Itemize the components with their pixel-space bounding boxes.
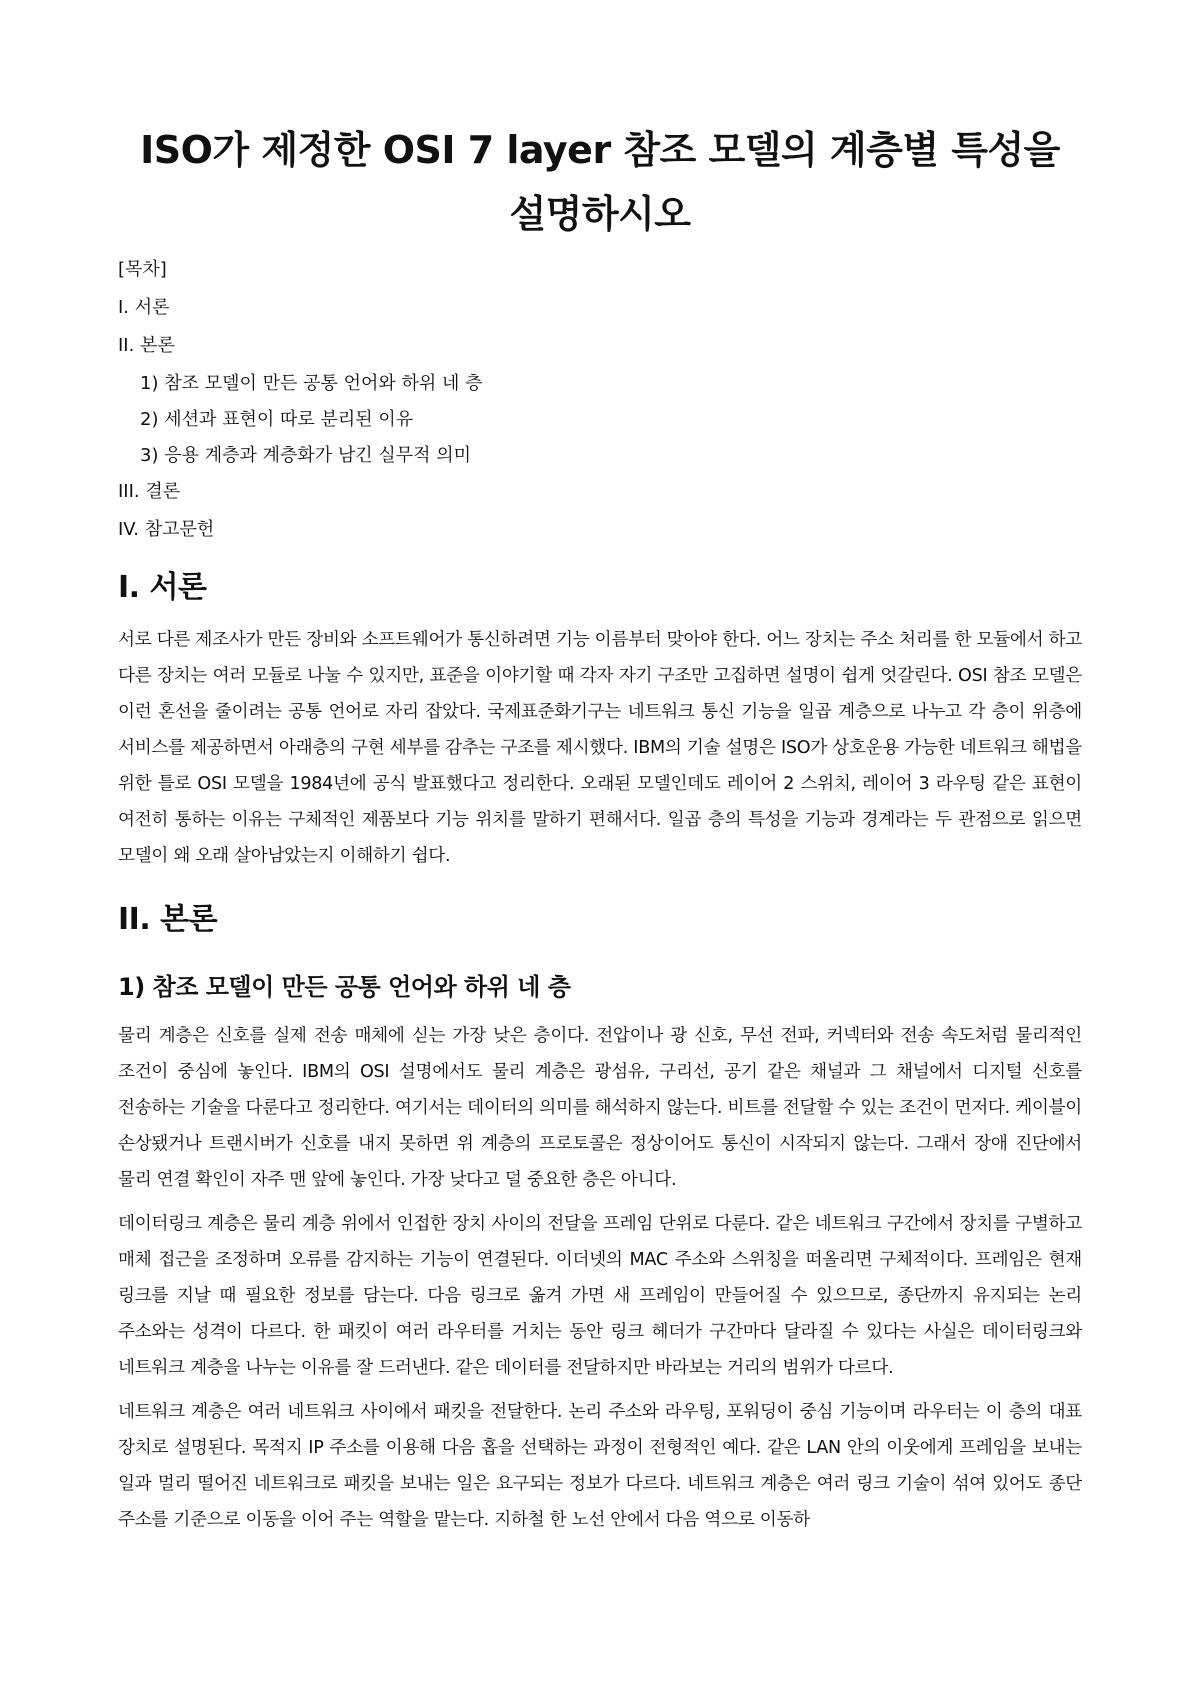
body-paragraph-data-link-layer: 데이터링크 계층은 물리 계층 위에서 인접한 장치 사이의 전달을 프레임 단위로 다룬다. 같은 네트워크 구간에서 장치를 구별하고 매체 접근을 조정하며 오류를 감지하는 기능이 연결된다. 이더넷의 MAC 주소와 스위칭을 떠올리면 구체적이다. 프레임은 현재 링크를 지날 때 필요한 정보를 담는다. 다음 링크로 옮겨 가면 새 프레임이 만들어질 수 있으므로, 종단까지 유지되는 논리 주소와는 성격이 다르다. 한 패킷이 여러 라우터를 거치는 동안 링크 헤더가 구간마다 달라질 수 있다는 사실은 데이터링크와 네트워크 계층을 나누는 이유를 잘 드러낸다. 같은 데이터를 전달하지만 바라보는 거리의 범위가 다르다. (118, 1214, 1082, 1378)
introduction-paragraph: 서로 다른 제조사가 만든 장비와 소프트웨어가 통신하려면 기능 이름부터 맞아야 한다. 어느 장치는 주소 처리를 한 모듈에서 하고 다른 장치는 여러 모듈로 나눌 수 있지만, 표준을 이야기할 때 각자 자기 구조만 고집하면 설명이 쉽게 엇갈린다. OSI 참조 모델은 이런 혼선을 줄이려는 공통 언어로 자리 잡았다. 국제표준화기구는 네트워크 통신 기능을 일곱 계층으로 나누고 각 층이 위층에 서비스를 제공하면서 아래층의 구현 세부를 감추는 구조를 제시했다. IBM의 기술 설명은 ISO가 상호운용 가능한 네트워크 해법을 위한 틀로 OSI 모델을 1984년에 공식 발표했다고 정리한다. 오래된 모델인데도 레이어 2 스위치, 레이어 3 라우팅 같은 표현이 여전히 통하는 이유는 구체적인 제품보다 기능 위치를 말하기 편해서다. 일곱 층의 특성을 기능과 경계라는 두 관점으로 읽으면 모델이 왜 오래 살아남았는지 이해하기 쉽다. (118, 630, 1082, 866)
toc-item-sub-1: 1) 참조 모델이 만든 공통 언어와 하위 네 층 (140, 373, 483, 394)
toc-item-references: IV. 참고문헌 (118, 519, 215, 540)
document-page (118, 0, 1082, 1546)
body-paragraph-network-layer: 네트워크 계층은 여러 네트워크 사이에서 패킷을 전달한다. 논리 주소와 라우팅, 포워딩이 중심 기능이며 라우터는 이 층의 대표 장치로 설명된다. 목적지 IP 주소를 이용해 다음 홉을 선택하는 과정이 전형적인 예다. 같은 LAN 안의 이웃에게 프레임을 보내는 일과 멀리 떨어진 네트워크로 패킷을 보내는 일은 요구되는 정보가 다르다. 네트워크 계층은 여러 링크 기술이 섞여 있어도 종단 주소를 기준으로 이동을 이어 주는 역할을 맡는다. 지하철 한 노선 안에서 다음 역으로 이동하 (118, 1402, 1082, 1530)
toc-item-conclusion: III. 결론 (118, 481, 181, 502)
section-heading-main-body: II. 본론 (118, 902, 218, 937)
section-heading-introduction: I. 서론 (118, 570, 207, 605)
toc-item-introduction: I. 서론 (118, 297, 170, 318)
body-paragraph-physical-layer: 물리 계층은 신호를 실제 전송 매체에 싣는 가장 낮은 층이다. 전압이나 광 신호, 무선 전파, 커넥터와 전송 속도처럼 물리적인 조건이 중심에 놓인다. IBM의 OSI 설명에서도 물리 계층은 광섬유, 구리선, 공기 같은 채널과 그 채널에서 디지털 신호를 전송하는 기술을 다룬다고 정리한다. 여기서는 데이터의 의미를 해석하지 않는다. 비트를 전달할 수 있는 조건이 먼저다. 케이블이 손상됐거나 트랜시버가 신호를 내지 못하면 위 계층의 프로토콜은 정상이어도 통신이 시작되지 않는다. 그래서 장애 진단에서 물리 연결 확인이 자주 맨 앞에 놓인다. 가장 낮다고 덜 중요한 층은 아니다. (118, 1026, 1082, 1190)
table-of-contents (118, 258, 1082, 542)
subsection-heading-1: 1) 참조 모델이 만든 공통 언어와 하위 네 층 (118, 973, 571, 1001)
document-title: ISO가 제정한 OSI 7 layer 참조 모델의 계층별 특성을 설명하시오 (140, 128, 1060, 236)
toc-item-sub-2: 2) 세션과 표현이 따로 분리된 이유 (140, 409, 414, 430)
toc-heading: [목차] (118, 259, 167, 280)
toc-item-sub-3: 3) 응용 계층과 계층화가 남긴 실무적 의미 (140, 445, 472, 466)
toc-item-main-body: II. 본론 (118, 335, 175, 356)
